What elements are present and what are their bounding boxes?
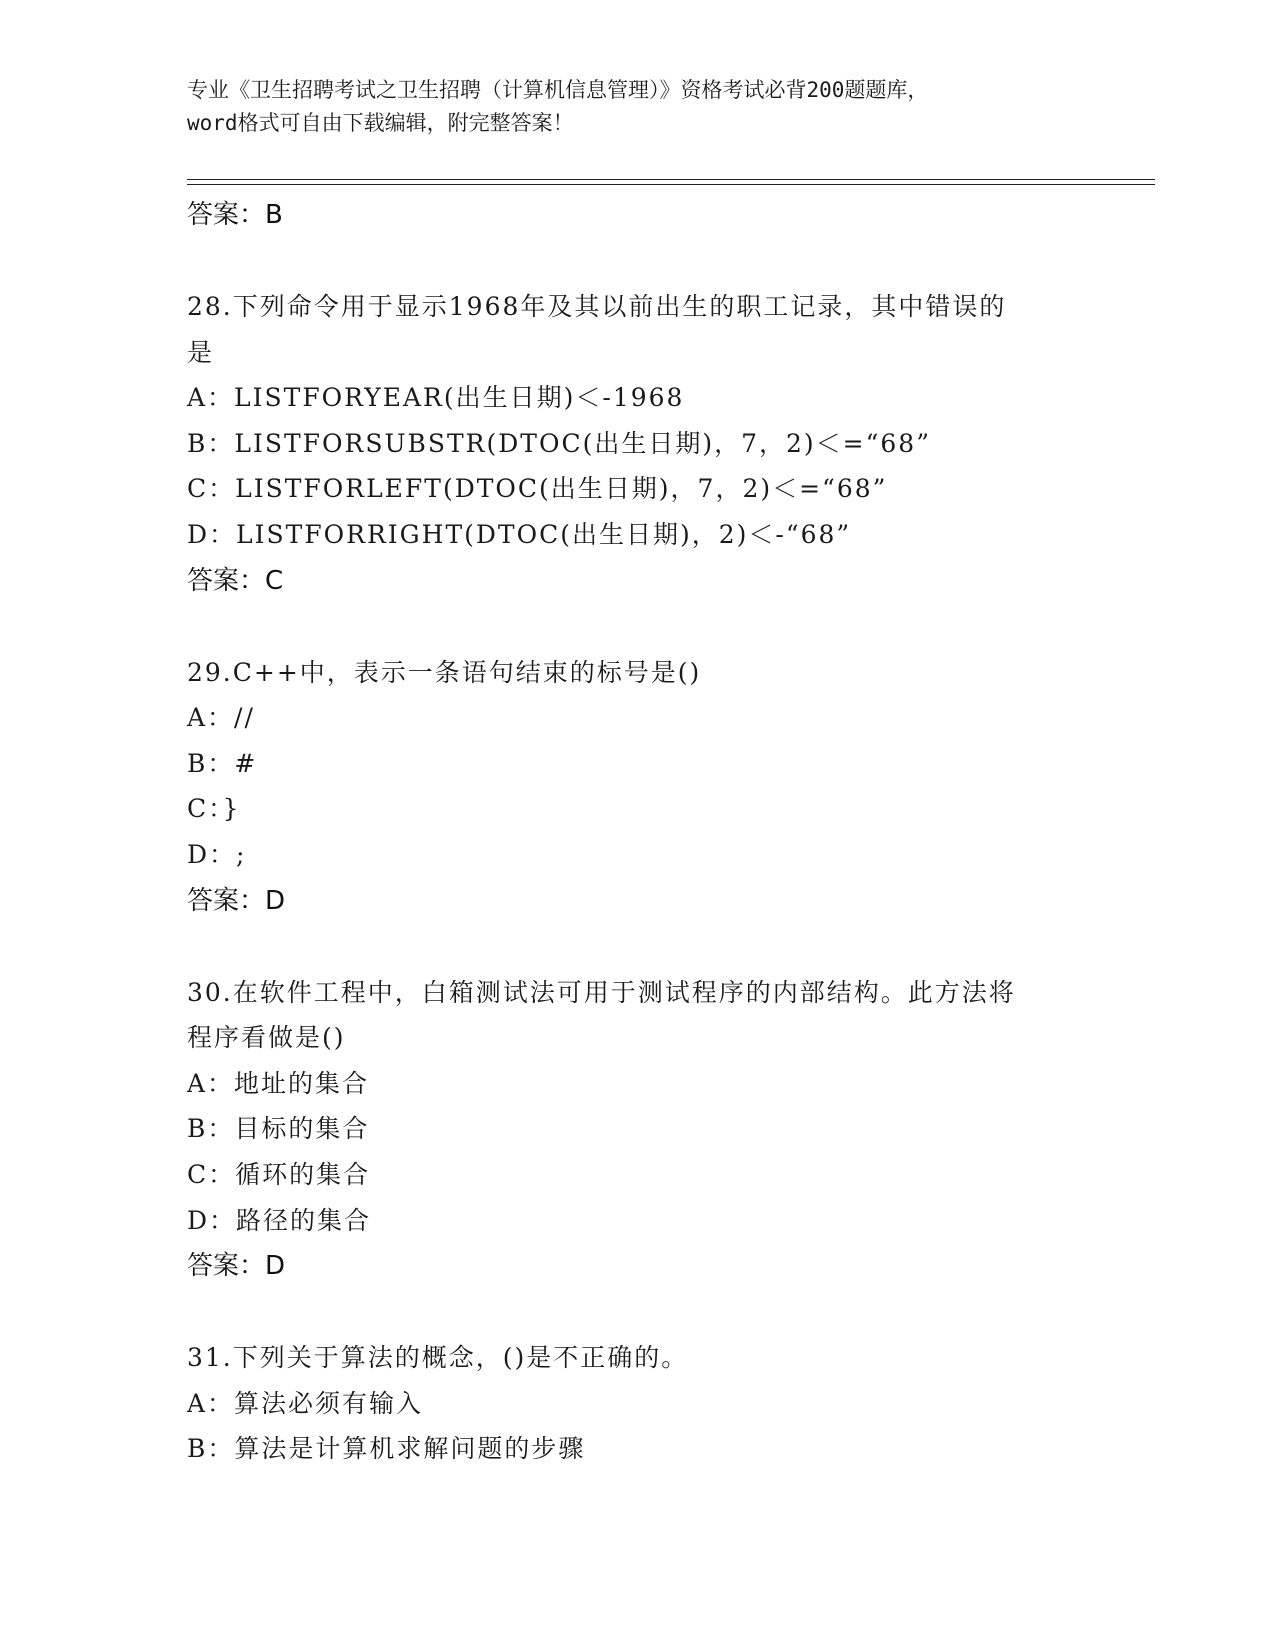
- option-c: C：}: [187, 794, 241, 824]
- question-stem: 30.在软件工程中，白箱测试法可用于测试程序的内部结构。此方法将: [187, 977, 1016, 1007]
- option-b: B：#: [187, 748, 258, 778]
- document-header: [187, 74, 1087, 140]
- header-divider-bottom: [187, 184, 1155, 185]
- header-line-2: word格式可自由下载编辑，附完整答案！: [187, 111, 574, 135]
- question-30: [187, 970, 1087, 1290]
- question-stem: 28.下列命令用于显示1968年及其以前出生的职工记录，其中错误的: [187, 292, 1007, 321]
- option-b: B：LISTFORSUBSTR(DTOC(出生日期)，7，2)＜=“68”: [187, 428, 931, 458]
- option-d: D：LISTFORRIGHT(DTOC(出生日期)，2)＜-“68”: [187, 519, 852, 549]
- question-31: [187, 1335, 1087, 1472]
- question-list: [187, 192, 1087, 1472]
- answer-label: 答案：C: [187, 565, 284, 596]
- option-c: C：循环的集合: [187, 1159, 371, 1189]
- option-b: B：目标的集合: [187, 1114, 370, 1144]
- header-line-1: 专业《卫生招聘考试之卫生招聘（计算机信息管理）》资格考试必背200题题库，: [187, 78, 929, 102]
- question-stem: 是: [187, 337, 215, 367]
- option-d: D：路径的集合: [187, 1205, 372, 1235]
- option-b: B：算法是计算机求解问题的步骤: [187, 1434, 586, 1464]
- option-a: A：算法必须有输入: [187, 1388, 424, 1418]
- question-29: [187, 650, 1087, 924]
- option-a: A：//: [187, 703, 255, 733]
- question-stem: 29.C++中，表示一条语句结束的标号是(): [187, 657, 702, 687]
- question-stem: 程序看做是(): [187, 1023, 346, 1053]
- question-stem: 31.下列关于算法的概念，()是不正确的。: [187, 1343, 689, 1373]
- answer-label: 答案：D: [187, 885, 286, 916]
- option-c: C：LISTFORLEFT(DTOC(出生日期)，7，2)＜=“68”: [187, 474, 888, 504]
- option-a: A：LISTFORYEAR(出生日期)＜-1968: [187, 383, 685, 413]
- header-divider-top: [187, 179, 1155, 180]
- question-28: [187, 284, 1087, 604]
- option-a: A：地址的集合: [187, 1068, 370, 1098]
- option-d: D：;: [187, 839, 247, 869]
- answer-label: 答案：B: [187, 200, 283, 230]
- answer-label: 答案：D: [187, 1251, 286, 1282]
